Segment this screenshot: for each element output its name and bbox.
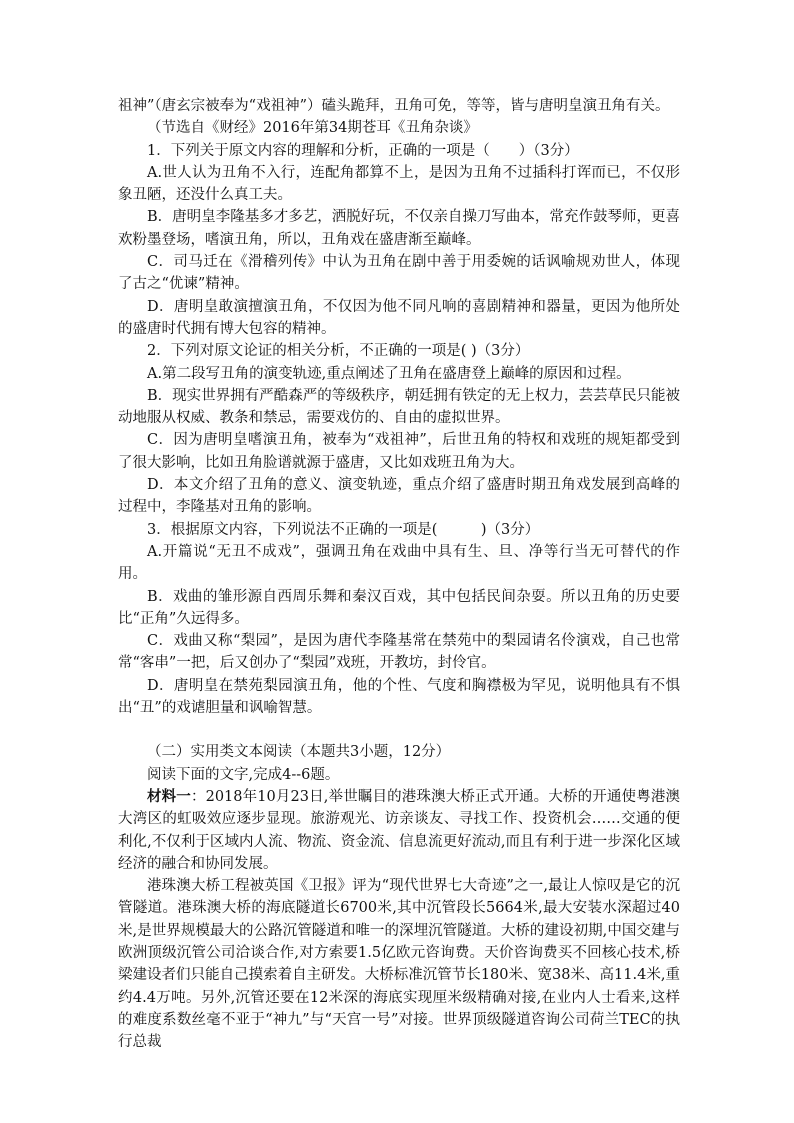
option-c: C．戏曲又称“梨园”，是因为唐代李隆基常在禁苑中的梨园请名伶演戏，自己也常常“客串”一把，后又创办了“梨园”戏班，开教坊，封伶官。 (118, 633, 680, 672)
material-label: 材料一 (147, 787, 191, 805)
section-spacer (118, 719, 680, 741)
option-a: A.开篇说“无丑不成戏”，强调丑角在戏曲中具有生、旦、净等行当无可替代的作用。 (118, 543, 680, 583)
material-text: ：2018年10月23日,举世瞩目的港珠澳大桥正式开通。大桥的开通使粤港澳大湾区的虹吸效应逐步显现。旅游观光、访亲谈友、寻找工作、投资机会……交通的便利化,不仅利于区域内人流、物流、资金流、信息流更好流动,而且有利于进一步深化区域经济的融合和协同发展。 (118, 788, 680, 872)
option-c: C．司马迁在《滑稽列传》中认为丑角在剧中善于用委婉的话讽喻规劝世人，体现了古之“优谏”精神。 (118, 254, 680, 293)
question-3 (118, 519, 680, 720)
material-one-paragraph (118, 786, 680, 875)
option-d: D．本文介绍了丑角的意义、演变轨迹，重点介绍了盛唐时期丑角戏发展到高峰的过程中，李隆基对丑角的影响。 (118, 477, 680, 516)
reading-instruction: 阅读下面的文字,完成4--6题。 (147, 766, 340, 783)
question-stem: 1．下列关于原文内容的理解和分析，正确的一项是（ ）（3分） (147, 142, 579, 159)
question-stem: 3．根据原文内容，下列说法不正确的一项是( )（3分） (147, 521, 540, 538)
option-b: B．现实世界拥有严酷森严的等级秩序，朝廷拥有铁定的无上权力，芸芸草民只能被动地服从权威、教条和禁忌，需要戏仿的、自由的虚拟世界。 (118, 387, 680, 427)
option-a: A.第二段写丑角的演变轨迹,重点阐述了丑角在盛唐登上巅峰的原因和过程。 (147, 365, 631, 382)
option-a: A.世人认为丑角不入行，连配角都算不上，是因为丑角不过插科打诨而已，不仅形象丑陋，还没什么真工夫。 (118, 164, 680, 204)
option-d: D．唐明皇在禁苑梨园演丑角，他的个性、气度和胸襟极为罕见，说明他具有不惧出“丑”的戏谑胆量和讽喻智慧。 (118, 677, 680, 717)
material-paragraph-2: 港珠澳大桥工程被英国《卫报》评为“现代世界七大奇迹”之一,最让人惊叹是它的沉管隧道。港珠澳大桥的海底隧道长6700米,其中沉管段长5664米,最大安装水深超过40米,是世界规模最大的公路沉管隧道和唯一的深埋沉管隧道。大桥的建设初期,中国交建与欧洲顶级沉管公司洽谈合作,对方索要1.5亿欧元咨询费。天价咨询费买不回核心技术,桥梁建设者们只能自己摸索着自主研发。大桥标准沉管节长180米、宽38米、高11.4米,重约4.4万吨。另外,沉管还要在12米深的海底实现厘米级精确对接,在业内人士看来,这样的难度系数丝毫不亚于“神九”与“天宫一号”对接。世界顶级隧道咨询公司荷兰TEC的执行总裁 (118, 878, 680, 1051)
continuation-paragraph: 祖神”（唐玄宗被奉为“戏祖神”）磕头跪拜，丑角可免，等等，皆与唐明皇演丑角有关。 (118, 98, 670, 114)
option-d: D．唐明皇敢演擅演丑角，不仅因为他不同凡响的喜剧精神和器量，更因为他所处的盛唐时代拥有博大包容的精神。 (118, 298, 680, 337)
option-b: B．戏曲的雏形源自西周乐舞和秦汉百戏，其中包括民间杂耍。所以丑角的历史要比“正角”久远得多。 (118, 588, 680, 627)
source-citation: （节选自《财经》2016年第34期苍耳《丑角杂谈》 (147, 120, 478, 137)
option-c: C．因为唐明皇嗜演丑角，被奉为“戏祖神”，后世丑角的特权和戏班的规矩都受到了很大影响，比如丑角脸谱就源于盛唐，又比如戏班丑角为大。 (118, 432, 680, 471)
question-2 (118, 340, 680, 518)
document-page (118, 95, 680, 1053)
question-1 (118, 140, 680, 341)
question-stem: 2．下列对原文论证的相关分析，不正确的一项是( )（3分） (147, 343, 530, 360)
section-heading: （二）实用类文本阅读（本题共3小题，12分） (147, 744, 451, 761)
option-b: B．唐明皇李隆基多才多艺，洒脱好玩，不仅亲自操刀写曲本，常充作鼓琴师，更喜欢粉墨登场，嗜演丑角，所以，丑角戏在盛唐渐至巅峰。 (118, 209, 680, 248)
